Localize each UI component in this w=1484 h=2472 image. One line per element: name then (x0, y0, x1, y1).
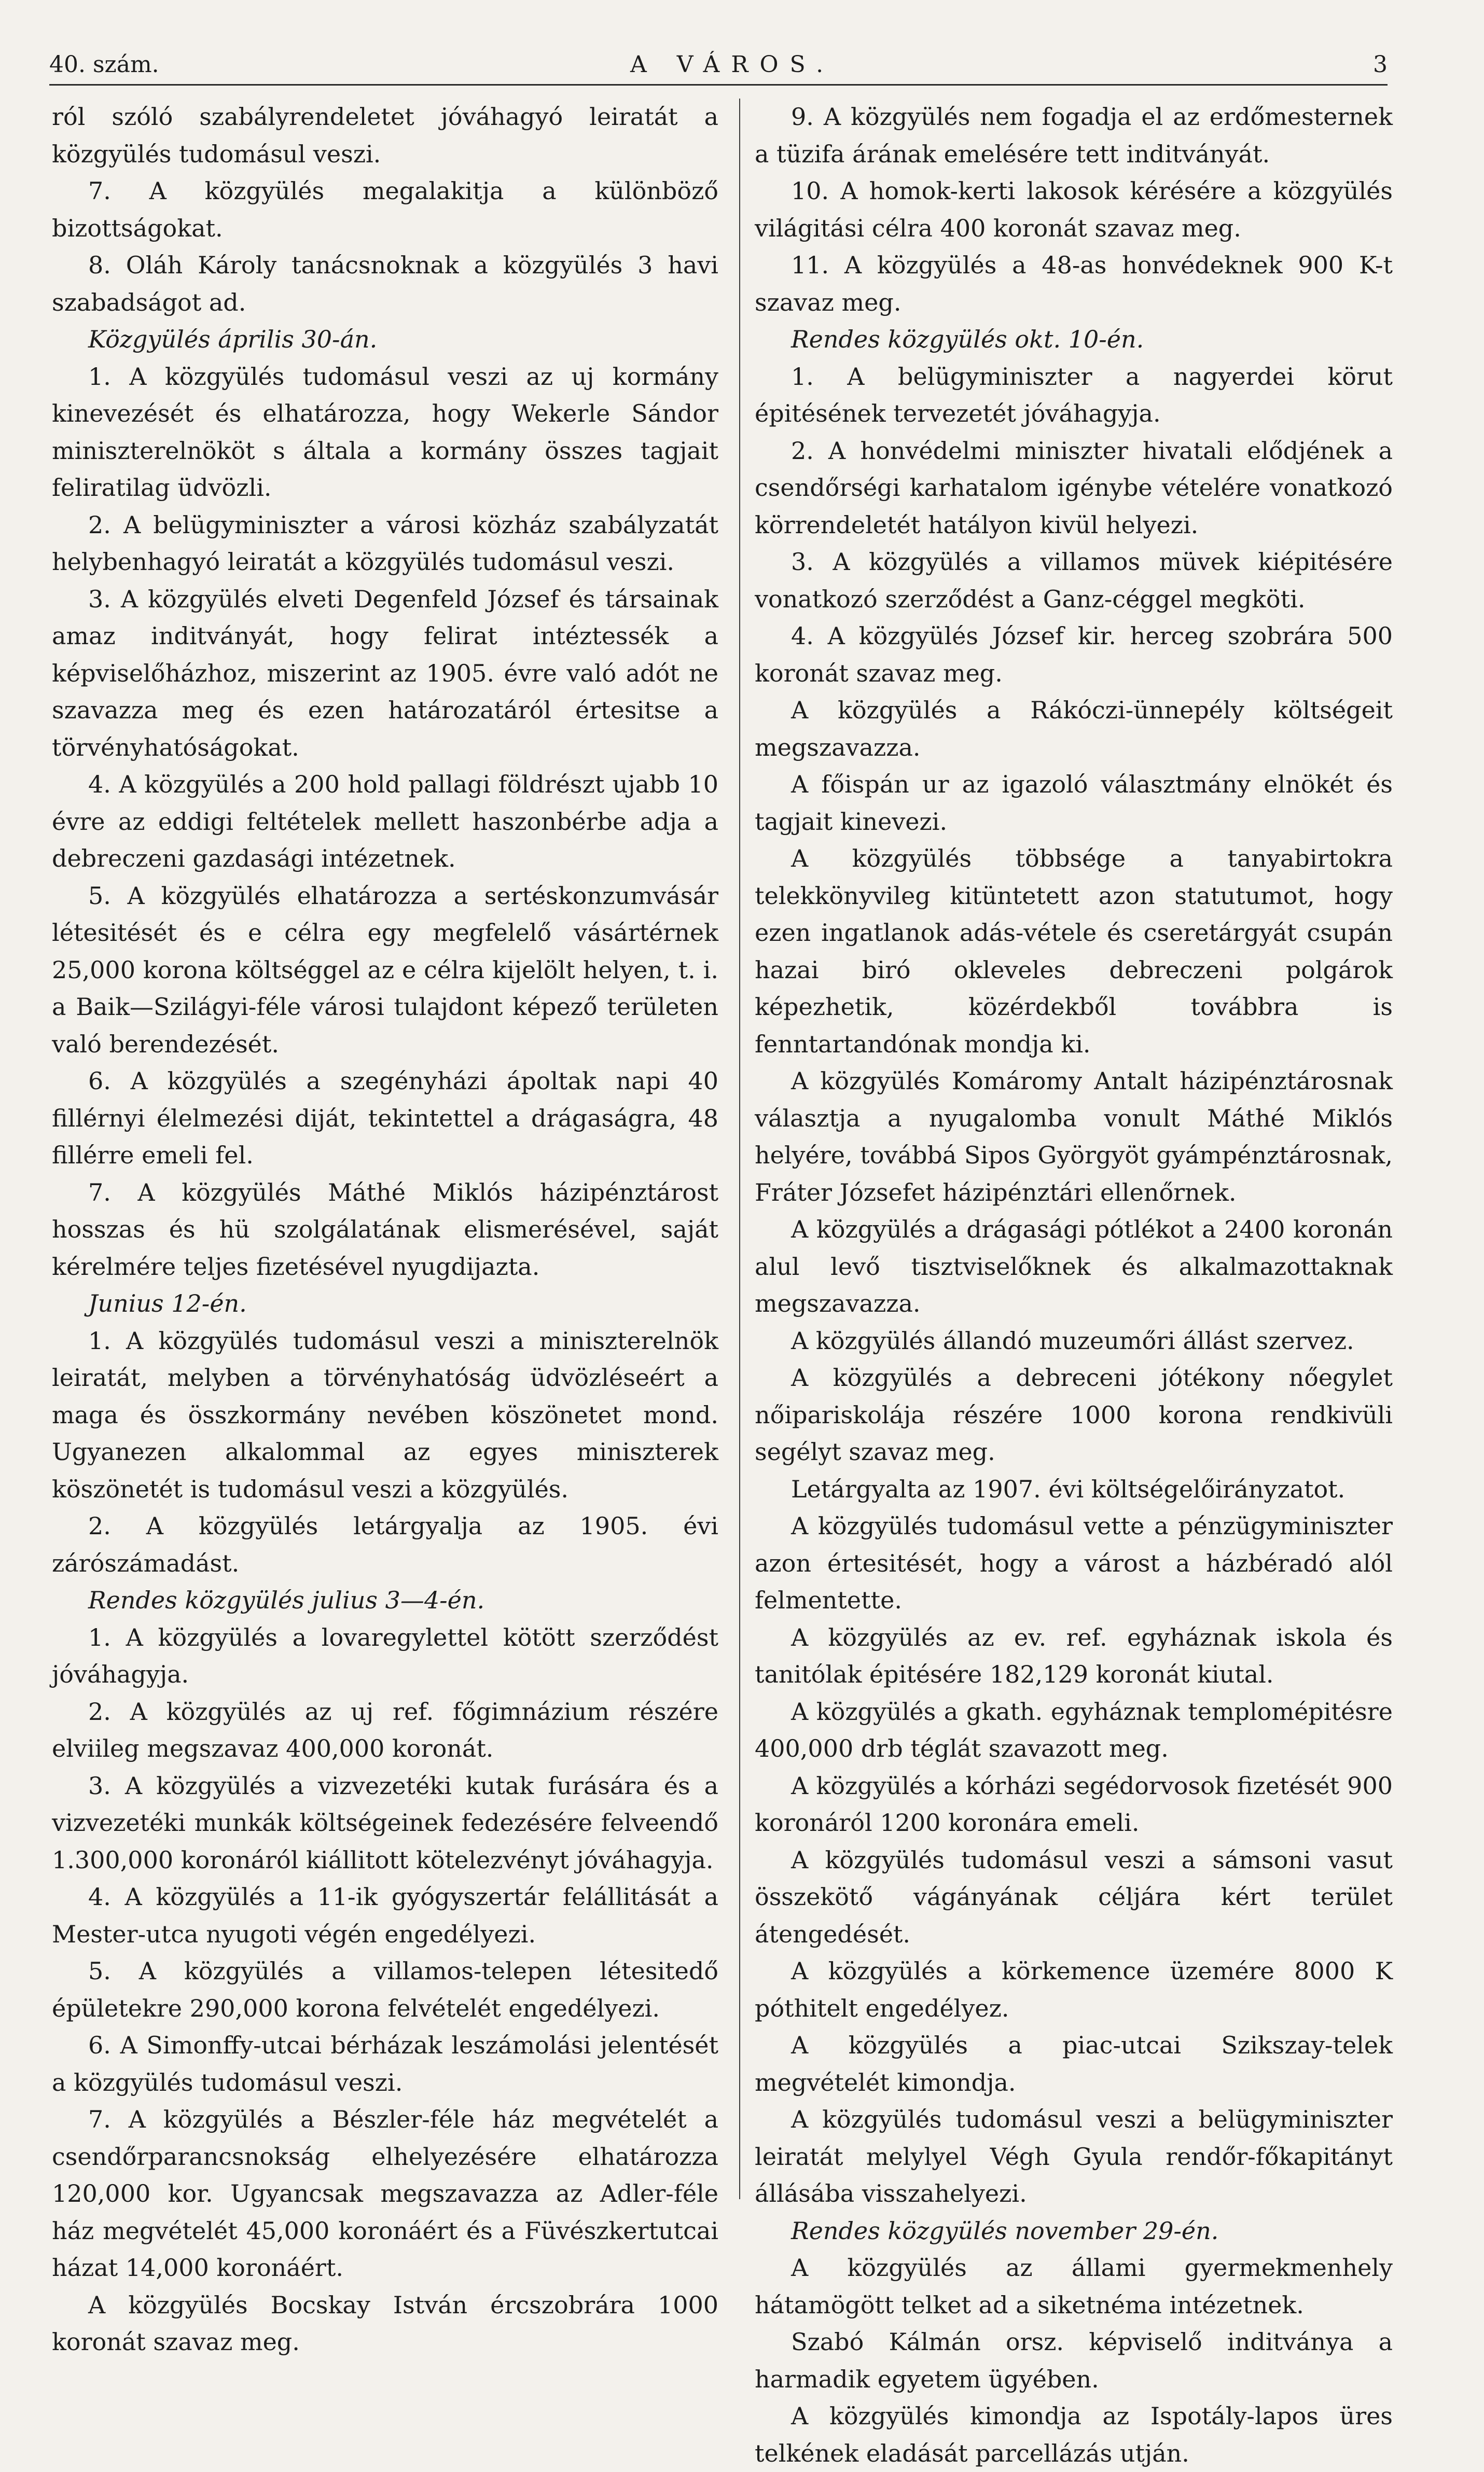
section-heading: Rendes közgyülés okt. 10-én. (791, 325, 1144, 353)
paragraph: 2. A belügyminiszter a városi közház szabályzatát helybenhagyó leiratát a közgyülés tudomásul veszi. (52, 510, 718, 576)
paragraph: A közgyülés a Rákóczi-ünnepély költségeit megszavazza. (755, 696, 1393, 761)
paragraph: 1. A közgyülés tudomásul veszi az uj kormány kinevezését és elhatározza, hogy Wekerle Sándor miniszterelnököt s általa a kormány összes tagjait feliratilag üdvözli. (52, 362, 718, 502)
paragraph: A közgyülés az állami gyermekmenhely hátamögött telket ad a siketnéma intézetnek. (755, 2254, 1393, 2319)
paragraph: A közgyülés állandó muzeumőri állást szervez. (791, 1326, 1354, 1355)
page-header (49, 44, 1388, 86)
paragraph: 1. A belügyminiszter a nagyerdei körut épitésének tervezetét jóváhagyja. (755, 362, 1393, 427)
paragraph: 6. A közgyülés a szegényházi ápoltak napi 40 fillérnyi élelmezési diját, tekintettel a drágaságra, 48 fillérre emeli fel. (52, 1067, 718, 1169)
paragraph: 2. A honvédelmi miniszter hivatali elődjének a csendőrségi karhatalom igénybe vételére vonatkozó körrendeletét hatályon kivül helyezi. (755, 436, 1393, 539)
right-column (755, 99, 1393, 2472)
paragraph: A közgyülés a körkemence üzemére 8000 K póthitelt engedélyez. (755, 1957, 1393, 2022)
paragraph: 2. A közgyülés letárgyalja az 1905. évi zárószámadást. (52, 1512, 718, 1577)
paragraph: 10. A homok-kerti lakosok kérésére a közgyülés világitási célra 400 koronát szavaz meg. (755, 177, 1393, 242)
column-divider (739, 99, 740, 2199)
paragraph: A közgyülés Bocskay István ércszobrára 1000 koronát szavaz meg. (52, 2290, 718, 2356)
paragraph: 3. A közgyülés a villamos müvek kiépitésére vonatkozó szerződést a Ganz-céggel megköti. (755, 548, 1393, 613)
paragraph: 3. A közgyülés a vizvezetéki kutak furására és a vizvezetéki munkák költségeinek fedezésére felveendő 1.300,000 koronáról kiállitott kötelezvényt jóváhagyja. (52, 1771, 718, 1874)
paragraph: 7. A közgyülés megalakitja a különböző bizottságokat. (52, 177, 718, 242)
paragraph: A közgyülés az ev. ref. egyháznak iskola és tanitólak épitésére 182,129 koronát kiutal. (755, 1623, 1393, 1688)
paragraph: 6. A Simonffy-utcai bérházak leszámolási jelentését a közgyülés tudomásul veszi. (52, 2031, 718, 2096)
paragraph: A közgyülés a drágasági pótlékot a 2400 koronán alul levő tisztviselőknek és alkalmazottaknak megszavazza. (755, 1215, 1393, 1317)
paragraph: 1. A közgyülés tudomásul veszi a miniszterelnök leiratát, melyben a törvényhatóság üdvözléseért a maga és összkormány nevében köszönetet mond. Ugyanezen alkalommal az egyes miniszterek köszönetét is tudomásul veszi a közgyülés. (52, 1326, 718, 1503)
paragraph: A főispán ur az igazoló választmány elnökét és tagjait kinevezi. (755, 770, 1393, 836)
paragraph: 8. Oláh Károly tanácsnoknak a közgyülés 3 havi szabadságot ad. (52, 251, 718, 316)
paragraph: 5. A közgyülés elhatározza a sertéskonzumvásár létesitését és e célra egy megfelelő vásártérnek 25,000 korona költséggel az e célra kijelölt helyen, t. i. a Baik—Szilágyi-féle városi tulajdont képező területen való berendezését. (52, 881, 718, 1058)
paragraph: 11. A közgyülés a 48-as honvédeknek 900 K-t szavaz meg. (755, 251, 1393, 316)
paragraph: ról szóló szabályrendeletet jóváhagyó leiratát a közgyülés tudomásul veszi. (52, 103, 718, 168)
paragraph: A közgyülés Komáromy Antalt házipénztárosnak választja a nyugalomba vonult Máthé Miklós helyére, továbbá Sipos Györgyöt gyámpénztárosnak, Fráter Józsefet házipénztári ellenőrnek. (755, 1067, 1393, 1206)
paragraph: A közgyülés a piac-utcai Szikszay-telek megvételét kimondja. (755, 2031, 1393, 2096)
section-heading: Junius 12-én. (88, 1289, 247, 1317)
header-rule (49, 84, 1388, 86)
paragraph: A közgyülés a debreceni jótékony nőegylet nőipariskolája részére 1000 korona rendkivüli segélyt szavaz meg. (755, 1364, 1393, 1466)
paragraph: 3. A közgyülés elveti Degenfeld József és társainak amaz inditványát, hogy felirat intéztessék a képviselőházhoz, miszerint az 1905. évre való adót ne szavazza meg és ezen határozatáról értesitse a törvényhatóságokat. (52, 585, 718, 761)
section-heading: Közgyülés április 30-án. (88, 325, 378, 353)
paragraph: Letárgyalta az 1907. évi költségelőirányzatot. (791, 1475, 1346, 1503)
left-column (52, 99, 718, 2361)
paragraph: A közgyülés tudomásul veszi a sámsoni vasut összekötő vágányának céljára kért terület átengedését. (755, 1845, 1393, 1948)
paragraph: Szabó Kálmán orsz. képviselő inditványa a harmadik egyetem ügyében. (755, 2328, 1393, 2393)
page-number: 3 (1373, 51, 1388, 78)
section-heading: Rendes közgyülés julius 3—4-én. (88, 1586, 485, 1614)
paragraph: 9. A közgyülés nem fogadja el az erdőmesternek a tüzifa árának emelésére tett inditványát. (755, 103, 1393, 168)
paragraph: 1. A közgyülés a lovaregylettel kötött szerződést jóváhagyja. (52, 1623, 718, 1688)
newspaper-title: A VÁROS. (630, 51, 835, 78)
paragraph: 4. A közgyülés József kir. herceg szobrára 500 koronát szavaz meg. (755, 622, 1393, 687)
paragraph: A közgyülés tudomásul veszi a belügyminiszter leiratát melylyel Végh Gyula rendőr-főkapitányt állásába visszahelyezi. (755, 2105, 1393, 2207)
paragraph: A közgyülés tudomásul vette a pénzügyminiszter azon értesitését, hogy a várost a házbéradó alól felmentette. (755, 1512, 1393, 1614)
paragraph: 5. A közgyülés a villamos-telepen létesitedő épületekre 290,000 korona felvételét engedélyezi. (52, 1957, 718, 2022)
paragraph: 4. A közgyülés a 200 hold pallagi földrészt ujabb 10 évre az eddigi feltételek mellett haszonbérbe adja a debreczeni gazdasági intézetnek. (52, 770, 718, 872)
paragraph: A közgyülés a kórházi segédorvosok fizetését 900 koronáról 1200 koronára emeli. (755, 1771, 1393, 1837)
paragraph: 7. A közgyülés a Bészler-féle ház megvételét a csendőrparancsnokság elhelyezésére elhatározza 120,000 kor. Ugyancsak megszavazza az Adler-féle ház megvételét 45,000 koronáért és a Füvészkertutcai házat 14,000 koronáért. (52, 2105, 718, 2282)
paragraph: A közgyülés kimondja az Ispotály-lapos üres telkének eladását parcellázás utján. (755, 2402, 1393, 2467)
paragraph: 4. A közgyülés a 11-ik gyógyszertár felállitását a Mester-utca nyugoti végén engedélyezi. (52, 1883, 718, 1948)
paragraph: 7. A közgyülés Máthé Miklós házipénztárost hosszas és hü szolgálatának elismerésével, saját kérelmére teljes fizetésével nyugdijazta. (52, 1178, 718, 1281)
paragraph: A közgyülés többsége a tanyabirtokra telekkönyvileg kitüntetett azon statutumot, hogy ezen ingatlanok adás-vétele és cseretárgyát csupán hazai biró okleveles debreczeni polgárok képezhetik, közérdekből továbbra is fenntartandónak mondja ki. (755, 844, 1393, 1058)
section-heading: Rendes közgyülés november 29-én. (791, 2216, 1219, 2245)
paragraph: 2. A közgyülés az uj ref. főgimnázium részére elviileg megszavaz 400,000 koronát. (52, 1697, 718, 1762)
issue-number: 40. szám. (49, 51, 159, 78)
paragraph: A közgyülés a gkath. egyháznak templomépitésre 400,000 drb téglát szavazott meg. (755, 1697, 1393, 1762)
